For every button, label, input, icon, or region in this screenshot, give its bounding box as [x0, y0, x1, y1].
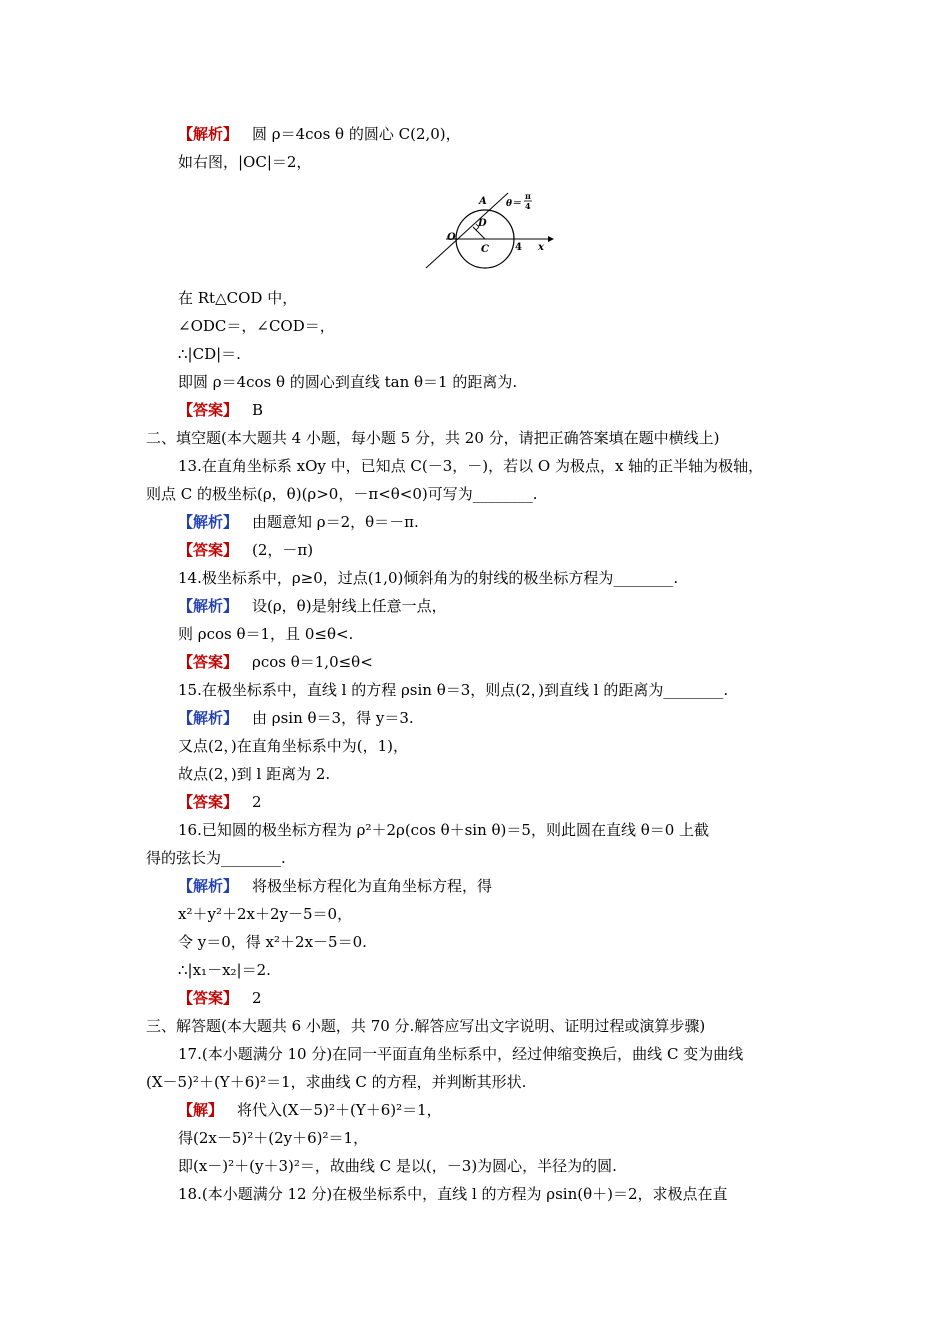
question-line: 则点 C 的极坐标(ρ，θ)(ρ>0，－π<θ<0)可写为________. [146, 485, 538, 503]
solution-line: 如右图，|OC|＝2， [178, 153, 312, 171]
solution-line: ∠ODC＝，∠COD＝， [178, 317, 335, 335]
solution-line [178, 1100, 442, 1120]
label-theta: θ＝ [506, 199, 522, 209]
circle-diagram [420, 188, 560, 270]
answer-text: 2 [252, 989, 262, 1007]
answer-tag: 【答案】 [178, 401, 239, 419]
section-heading: 三、解答题(本大题共 6 小题，共 70 分.解答应写出文字说明、证明过程或演算步骤) [146, 1017, 706, 1035]
question-line: 14.极坐标系中，ρ≥0，过点(1,0)倾斜角为的射线的极坐标方程为________. [178, 569, 679, 587]
question-line: 得的弦长为________. [146, 849, 286, 867]
label-a: A [479, 196, 487, 207]
label-pi: π [525, 191, 531, 201]
answer-tag: 【答案】 [178, 793, 239, 811]
label-four: 4 [525, 201, 531, 211]
question-line: 13.在直角坐标系 xOy 中，已知点 C(－3，－)，若以 O 为极点，x 轴的正半轴为极轴， [178, 457, 764, 475]
answer-line [178, 652, 373, 672]
solution-line [178, 708, 414, 728]
answer-text: (2，－π) [252, 541, 314, 559]
label-o: O [447, 232, 456, 243]
question-line: 15.在极坐标系中，直线 l 的方程 ρsin θ＝3，则点(2，)到直线 l 的距离为________. [178, 681, 729, 699]
solution-line: ∴|x₁－x₂|＝2. [178, 961, 271, 979]
answer-line [178, 988, 262, 1008]
analysis-tag: 【解析】 [178, 513, 239, 531]
solution-text: 由 ρsin θ＝3，得 y＝3. [252, 709, 414, 727]
question-line: 18.(本小题满分 12 分)在极坐标系中，直线 l 的方程为 ρsin(θ＋)＝2，求极点在直 [178, 1185, 728, 1203]
analysis-tag: 【解析】 [178, 597, 239, 615]
solution-line [178, 596, 447, 616]
solution-text: 将极坐标方程化为直角坐标方程，得 [252, 877, 493, 895]
solution-line: 即圆 ρ＝4cos θ 的圆心到直线 tan θ＝1 的距离为. [178, 373, 518, 391]
label-x: x [538, 242, 544, 253]
answer-text: 2 [252, 793, 262, 811]
answer-line [178, 792, 262, 812]
analysis-tag: 【解析】 [178, 709, 239, 727]
solution-text: 将代入(X－5)²＋(Y＋6)²＝1， [237, 1101, 442, 1119]
answer-line [178, 540, 313, 560]
solution-line: 令 y＝0，得 x²＋2x－5＝0. [178, 933, 367, 951]
solution-line: 则 ρcos θ＝1，且 0≤θ<. [178, 625, 354, 643]
circle-figure [420, 188, 560, 270]
question-line: 17.(本小题满分 10 分)在同一平面直角坐标系中，经过伸缩变换后，曲线 C 变为曲线 [178, 1045, 744, 1063]
answer-tag: 【答案】 [178, 653, 239, 671]
analysis-tag: 【解析】 [178, 877, 239, 895]
solution-line [178, 124, 461, 144]
label-4: 4 [515, 242, 522, 253]
solution-line: 又点(2，)在直角坐标系中为(，1)， [178, 737, 408, 755]
solution-text: 设(ρ，θ)是射线上任意一点， [252, 597, 447, 615]
question-line: 16.已知圆的极坐标方程为 ρ²＋2ρ(cos θ＋sin θ)＝5，则此圆在直线 θ＝0 上截 [178, 821, 710, 839]
solution-line: x²＋y²＋2x＋2y－5＝0， [178, 905, 353, 923]
answer-tag: 【答案】 [178, 541, 239, 559]
solution-text: 圆 ρ＝4cos θ 的圆心 C(2,0)， [252, 125, 461, 143]
solution-line: 即(x－)²＋(y＋3)²＝，故曲线 C 是以(，－3)为圆心，半径为的圆. [178, 1157, 617, 1175]
analysis-tag: 【解析】 [178, 125, 239, 143]
solution-line [178, 876, 492, 896]
solution-line: 在 Rt△COD 中， [178, 289, 298, 307]
solution-tag: 【解】 [178, 1101, 224, 1119]
solution-line: 得(2x－5)²＋(2y＋6)²＝1， [178, 1129, 369, 1147]
answer-text: B [252, 401, 264, 419]
section-heading: 二、填空题(本大题共 4 小题，每小题 5 分，共 20 分，请把正确答案填在题中横线上) [146, 429, 720, 447]
ray-line [426, 193, 508, 268]
answer-text: ρcos θ＝1,0≤θ< [252, 653, 373, 671]
x-axis-arrow [548, 236, 554, 242]
solution-text: 由题意知 ρ＝2，θ＝－π. [252, 513, 419, 531]
answer-line [178, 400, 263, 420]
label-d: D [478, 218, 487, 229]
solution-line [178, 512, 419, 532]
solution-line: 故点(2，)到 l 距离为 2. [178, 765, 331, 783]
solution-line: ∴|CD|＝. [178, 345, 241, 363]
label-c: C [481, 244, 489, 255]
answer-tag: 【答案】 [178, 989, 239, 1007]
question-line: (X－5)²＋(Y＋6)²＝1，求曲线 C 的方程，并判断其形状. [146, 1073, 527, 1091]
